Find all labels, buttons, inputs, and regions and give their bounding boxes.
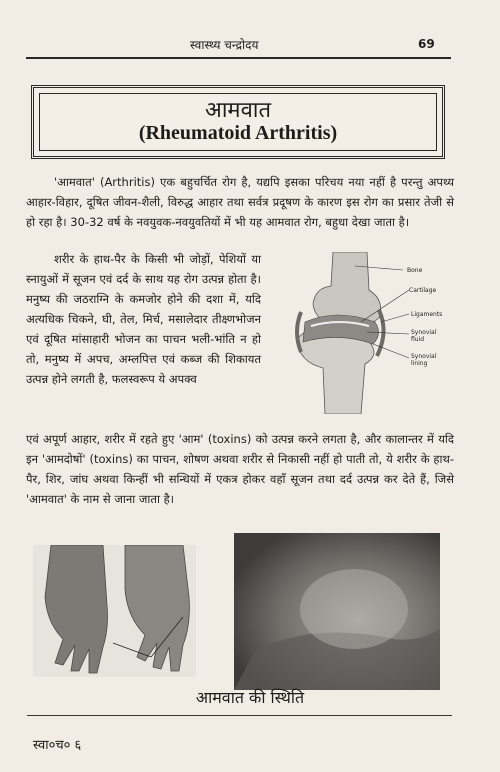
knee-photo (234, 533, 440, 690)
chapter-title-hindi: आमवात (204, 98, 272, 123)
label-bone: Bone (407, 267, 423, 274)
knee-swelling-highlight (300, 569, 408, 649)
label-synovial-lining-1: Synovial (411, 353, 437, 360)
signature-mark: स्वा०च० ६ (33, 738, 82, 753)
label-synovial-fluid-1: Synovial (411, 329, 437, 336)
figure-caption: आमवात की स्थिति (195, 688, 305, 707)
chapter-title-box (31, 85, 445, 159)
label-synovial-lining-2: lining (411, 360, 428, 367)
footer-rule (27, 715, 452, 716)
paragraph-causes: शरीर के हाथ-पैर के किसी भी जोड़ों, पेशियों या स्नायुओं में सूजन एवं दर्द के साथ यह रोग उत्पन्न होता है। मनुष्य की जठराग्नि के कमजोर होने की दशा में, यदि अत्यधिक चिकने, घी, तेल, मिर्च, मसालेदार तीक्ष्णभोजन एवं दूषित मांसाहारी भोजन का पाचन भली-भांति न हो तो, मनुष्य में अपच, अम्लपित्त एवं कब्ज की शिकायत उत्पन्न होने लगती है, फलस्वरूप ये अपक्व (26, 252, 261, 386)
paragraph-toxins: एवं अपूर्ण आहार, शरीर में रहते हुए 'आम' (toxins) को उत्पन्न करने लगता है, और कालान्तर में यदि इन 'आमदोषों' (toxins) का पाचन, शोषण अथवा शरीर से निकासी नहीं हो पाती तो, ये शरीर के हाथ-पैर, शिर, जांघ अथवा किन्हीं भी सन्धियों में एकत्र होकर वहाँ सूजन तथा दर्द उत्पन्न कर देते हैं, जिसे 'आमवात' के नाम से जाना जाता है। (26, 432, 454, 506)
header-rule (26, 57, 451, 59)
page-number: 69 (418, 37, 435, 51)
joint-anatomy-figure (275, 252, 453, 414)
hands-photo (33, 545, 196, 677)
label-synovial-fluid-2: fluid (411, 336, 425, 343)
label-cartilage: Cartilage (409, 287, 437, 294)
paragraph-intro: 'आमवात' (Arthritis) एक बहुचर्चित रोग है, यद्यपि इसका परिचय नया नहीं है परन्तु अपथ्य आहार-विहार, दूषित जीवन-शैली, विरुद्ध आहार तथा सर्वत्र प्रदूषण के कारण इस रोग का प्रसार तेजी से हो रहा है। 30-32 वर्ष के नवयुवक-नवयुवतियों में भी यह आमवात रोग, बहुधा देखा जाता है। (26, 175, 454, 229)
label-ligaments: Ligaments (411, 311, 443, 318)
chapter-title-english: (Rheumatoid Arthritis) (138, 122, 338, 144)
running-header-title: स्वास्थ्य चन्द्रोदय (190, 38, 259, 52)
